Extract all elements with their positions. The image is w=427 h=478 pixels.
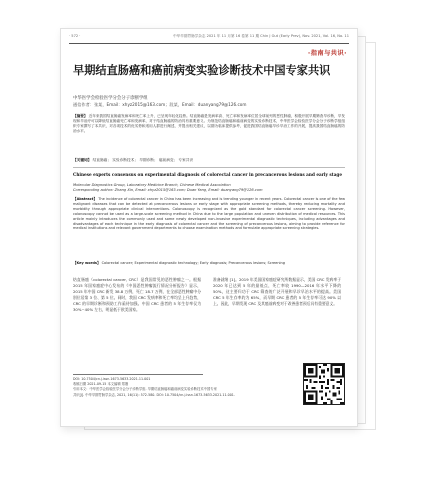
- group-en: Molecular Diagnostics Group, Laboratory Medicine Branch, Chinese Medical Association: [73, 183, 231, 187]
- footnote-citation-1: 引用本文：中华医学会检验医学分会分子诊断学组. 早期结直肠癌和癌前病变实验诊断技术中国专家: [73, 387, 217, 392]
- author-info-en: [73, 183, 345, 192]
- author-group: 中华医学会检验医学分会分子诊断学组: [73, 96, 148, 101]
- article-page: [60, 28, 358, 427]
- section-divider: [73, 167, 345, 168]
- title-en: Chinese experts consensus on experimental diagnosis of colorectal cancer in precancerous lesions and early stage: [73, 172, 342, 177]
- body-column-right: 准备就绪 [1]。2019 年美国国家癌症研究所数据显示，美国 CRC 发病率于 2020 年已达到 5 年的最低点，死亡率较 1990—2016 年水平下降约 50%，这主要归功于 CRC 筛查的广泛开展和早诊早治水平的提高。美国 CRC 5 年生存率约为 65%，而早期 CRC 患者的 5 年生存率可达 90% 以上。因此，早期发现 CRC 及其癌前病变对于改善患者预后具有重要意义。: [213, 277, 341, 306]
- abstract-zh-label: 【摘要】: [73, 114, 88, 118]
- keywords-en-label: 【Key words】: [73, 261, 101, 265]
- abstract-en-text: The incidence of colorectal cancer in China has been increasing and is trending younger in recent years. Colorectal cancer is one of the few malignant diseases that can be detected at precancerous lesions or early stage with appropriate screening methods, thereby reducing mortality and morbidity through appropriate clinical interventions. Colonoscopy is recognized as the gold standard for colorectal cancer screening. However, colonoscopy cannot be used as a large-scale screening method in China due to the large population and uneven distribution of medical resources. This article mainly introduces the commonly used and some newly developed non-invasive experimental diagnostic techniques, including advantages and disadvantages of each technique in the early diagnosis of colorectal cancer and the screening of precancerous lesions, aiming to provide reference for medical institutions and relevant government departments to choose examination methods and formulate appropriate screening strategies.: [73, 197, 345, 231]
- footnote-rule: [73, 374, 203, 375]
- abstract-en-label: 【Abstract】: [73, 197, 98, 201]
- footnotes: [73, 377, 268, 398]
- abstract-zh-text: 近年来我国结直肠癌发病率和死亡率上升，已呈现年轻化趋势。结直肠癌是发病率高、死亡率和发病率位居全球前列的恶性肿瘤，积极开展早期筛查早诊断，早发现和早治疗可以降低结直肠癌死亡率和发病率，对于结直肠癌的防治具有重要意义。为规范结直肠癌和癌前病变的实验诊断技术，中华医学会检验医学分会分子诊断学组组织专家撰写了本共识，对各项技术的优劣势和适用人群进行阐述，并提出相关建议，以期为临床提供参考，促进我国结直肠癌早诊早治工作的开展，提高我国结直肠癌的防治水平。: [73, 114, 346, 133]
- keywords-zh: [73, 158, 345, 163]
- correspondence: 通信作者：张某，Email：xhyz2015@163.com；段某，Email：duanyang79@126.com: [73, 102, 247, 107]
- header-rule: [69, 43, 349, 44]
- correspondence-en: Corresponding author: Zhang Xin, Email: xhyz2015@163.com; Duan Yang, Email: duanyang79@126.com: [73, 187, 263, 192]
- keywords-zh-label: 【关键词】: [73, 158, 92, 162]
- article-title: 早期结直肠癌和癌前病变实验诊断技术中国专家共识: [73, 63, 331, 77]
- journal-line: 中华早期胃肠学杂志 2021 年 11 月第 16 卷第 11 期 Chin J Gut (Early Prev), Nov. 2021, Vol. 16, No. 11: [173, 34, 349, 38]
- abstract-zh: [73, 114, 345, 134]
- footnote-dates: 收稿日期 2021-09-15 本文编辑 郑刚: [73, 382, 129, 387]
- page-number: · 572 ·: [69, 34, 81, 38]
- abstract-en: [73, 197, 345, 231]
- section-tag: ·指南与共识·: [307, 50, 347, 57]
- footnote-doi: DOI: 10.7504/cn.j.issn.1673-5633.2021.11.001: [73, 377, 151, 381]
- qr-code-icon: [303, 363, 345, 405]
- body-column-left: 结直肠癌（colorectal cancer, CRC）是我国常见的恶性肿瘤之一。根据 2015 年国家癌症中心发布的《中国恶性肿瘤流行情况分析报告》显示，2015 年中国 CRC 新发 38.8 万例，死亡 18.7 万例，在全部恶性肿瘤中分别位居第 3 位、第 5 位。同时，我国 CRC 发病率和死亡率均呈上升趋势，CRC 的早期诊断和预防工作亟待加强。中国 CRC 患者的 5 年生存率仅为 30%~40% 左右，明显低于欧美国家。: [73, 277, 201, 312]
- keywords-en-text: Colorectal cancer; Experimental diagnostic technology; Early diagnosis; Precancerous lesions; Screening: [101, 261, 285, 265]
- running-header: [69, 34, 349, 42]
- keywords-zh-text: 结直肠癌； 实验诊断技术； 早期诊断； 癌前病变； 专家共识: [92, 158, 194, 162]
- keywords-en: [73, 261, 345, 266]
- footnote-citation-2: 共识[J]. 中华早期胃肠学杂志, 2021, 16(11): 572-580. DOI: 10.7504/cn.j.issn.1673-5633.2021.11.001.: [73, 392, 235, 397]
